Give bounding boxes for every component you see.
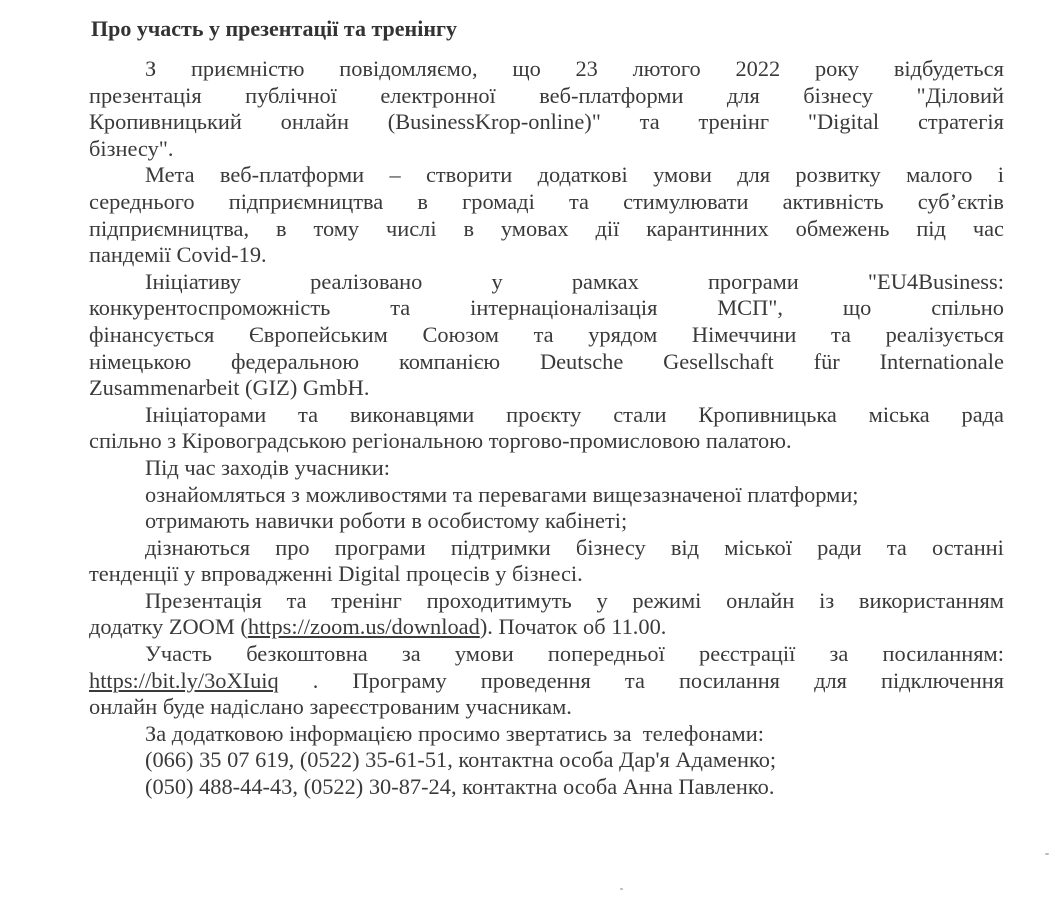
text-line-p10-l2 <box>89 668 1004 695</box>
word: та <box>624 667 645 693</box>
word: проведення <box>480 667 591 693</box>
word: відбудеться <box>893 56 1004 81</box>
word: Презентація <box>145 587 262 613</box>
word: Німеччини <box>691 321 797 347</box>
word: реалізовано <box>310 268 423 294</box>
word: Участь <box>145 641 212 667</box>
word: середнього <box>89 188 195 214</box>
word: МСП", <box>717 295 784 321</box>
text-run: (050) 488-44-43, (0522) 30-87-24, контактна особа Анна Павленко. <box>145 774 775 800</box>
word: Європейським <box>248 321 388 347</box>
text-line-p9-l1 <box>89 588 1004 615</box>
word: із <box>819 587 835 613</box>
text-run: ознайомляться з можливостями та перевагами вищезазначеної платформи; <box>145 481 859 507</box>
word: бізнесу <box>575 534 646 560</box>
word: посиланням: <box>882 641 1004 667</box>
scan-speck <box>620 888 623 890</box>
word: під <box>916 215 946 241</box>
word: безкоштовна <box>246 641 368 667</box>
word: в <box>417 188 428 214</box>
word: спільно <box>931 295 1004 321</box>
text-run: (066) 35 07 619, (0522) 35-61-51, контактна особа Дар'я Адаменко; <box>145 747 777 773</box>
word: für <box>813 348 840 374</box>
text-line-p6-l1 <box>89 482 1004 509</box>
word: Кропивницька <box>698 401 837 427</box>
word: підприємництва <box>228 188 384 214</box>
word: повідомляємо, <box>339 56 478 81</box>
word: виконавцями <box>349 401 475 427</box>
word: міської <box>724 534 792 560</box>
word: Програму <box>352 667 447 693</box>
word: Ініціативу <box>145 268 241 294</box>
word: німецькою <box>89 348 192 374</box>
word: Ініціаторами <box>145 401 267 427</box>
word: дізнаються <box>145 534 251 560</box>
text-line-p3-l1 <box>89 269 1004 296</box>
word: конкурентоспроможність <box>89 295 331 321</box>
word: рада <box>961 401 1004 427</box>
word: підтримки <box>450 534 551 560</box>
text-line-p10-l1 <box>89 641 1004 668</box>
text-run: ). Початок об 11.00. <box>479 614 667 640</box>
word: "Діловий <box>916 82 1004 108</box>
text-line-p7-l1 <box>89 508 1004 535</box>
word: Deutsche <box>539 348 624 374</box>
word: підприємництва, <box>89 215 250 241</box>
text-run: тенденції у впровадженні Digital процесів у бізнесі. <box>89 561 583 587</box>
word: та <box>298 401 319 427</box>
word: Союзом <box>422 321 499 347</box>
word: презентація <box>89 82 202 108</box>
word: міська <box>868 401 930 427</box>
text-line-p2-l2 <box>89 189 1004 216</box>
word: Internationale <box>879 348 1004 374</box>
word: від <box>670 534 700 560</box>
word: Мета <box>145 162 195 188</box>
word: суб’єктів <box>917 188 1004 214</box>
text-line-p8-l2 <box>89 561 1004 588</box>
word: малого <box>906 162 973 188</box>
word: 23 <box>575 56 598 81</box>
word: громаді <box>462 188 535 214</box>
word: електронної <box>380 82 496 108</box>
word: та <box>390 295 411 321</box>
word: реалізується <box>885 321 1004 347</box>
text-line-p1-l3 <box>89 109 1004 136</box>
word: числі <box>385 215 437 241</box>
word: та <box>568 188 589 214</box>
text-line-p11-l1 <box>89 721 1004 748</box>
hyperlink[interactable]: https://zoom.us/download <box>247 614 480 640</box>
word: використанням <box>858 587 1004 613</box>
document-page <box>89 14 1004 801</box>
word: та <box>886 534 907 560</box>
word: активність <box>782 188 884 214</box>
word: посилання <box>678 667 780 693</box>
word: проєкту <box>506 401 582 427</box>
word: стимулювати <box>623 188 749 214</box>
text-run: отримають навички роботи в особистому кабінеті; <box>145 508 628 534</box>
word: що <box>512 56 541 81</box>
word: та <box>286 587 307 613</box>
text-line-p1-l1 <box>89 56 1004 83</box>
text-line-p3-l4 <box>89 349 1004 376</box>
word: веб-платформи <box>539 82 684 108</box>
word: . <box>312 667 319 693</box>
word: публічної <box>245 82 337 108</box>
text-run: пандемії Covid-19. <box>89 242 267 268</box>
text-line-p3-l2 <box>89 295 1004 322</box>
text-line-p3-l5 <box>89 375 1004 402</box>
word: для <box>726 82 760 108</box>
word: обмежень <box>795 215 890 241</box>
text-run: Під час заходів учасники: <box>145 454 390 480</box>
word: онлайн <box>280 109 349 135</box>
document-body <box>89 56 1004 801</box>
scan-speck <box>1045 853 1049 855</box>
text-run: спільно з Кіровоградською регіональною торгово-промисловою палатою. <box>89 428 792 454</box>
text-line-p9-l2 <box>89 614 1004 641</box>
text-run: За додатковою інформацією просимо звертатись за телефонами: <box>145 720 764 746</box>
word: компанією <box>398 348 501 374</box>
word: року <box>814 56 860 81</box>
word: програми <box>707 268 799 294</box>
word: приємністю <box>190 56 305 81</box>
word: 2022 <box>735 56 781 81</box>
word: реєстрації <box>699 641 796 667</box>
word: програми <box>334 534 426 560</box>
text-line-p4-l1 <box>89 402 1004 429</box>
word: "EU4Business: <box>867 268 1004 294</box>
word: за <box>401 641 421 667</box>
text-line-p4-l2 <box>89 428 1004 455</box>
text-line-p1-l2 <box>89 83 1004 110</box>
word: для <box>737 162 771 188</box>
word: в <box>275 215 287 241</box>
word: час <box>972 215 1004 241</box>
word: урядом <box>588 321 658 347</box>
word: і <box>997 162 1004 188</box>
word: що <box>842 295 872 321</box>
text-line-p5-l1 <box>89 455 1004 482</box>
text-run: додатку ZOOM ( <box>89 614 248 640</box>
word: рамках <box>571 268 639 294</box>
word: умови <box>454 641 514 667</box>
word: лютого <box>632 56 701 81</box>
word: в <box>463 215 475 241</box>
text-line-p11-l3 <box>89 774 1004 801</box>
word: про <box>275 534 310 560</box>
word: З <box>145 56 157 81</box>
word: Кропивницький <box>89 109 242 135</box>
word: тренінг <box>331 587 402 613</box>
word: ради <box>817 534 862 560</box>
word: для <box>814 667 847 693</box>
word: дії <box>595 215 620 241</box>
word: та <box>830 321 851 347</box>
word: – <box>389 162 401 188</box>
text-line-p11-l2 <box>89 747 1004 774</box>
word: федеральною <box>231 348 360 374</box>
word: режимі <box>632 587 702 613</box>
word: додаткові <box>537 162 628 188</box>
document-title: Про участь у презентації та тренінгу <box>91 16 457 41</box>
word: умови <box>653 162 712 188</box>
word: стратегія <box>917 109 1004 135</box>
word: останні <box>932 534 1004 560</box>
word: за <box>829 641 849 667</box>
word: тому <box>313 215 360 241</box>
word: онлайн <box>726 587 795 613</box>
text-run: Zusammenarbeit (GIZ) GmbH. <box>89 375 370 401</box>
text-line-p10-l3 <box>89 694 1004 721</box>
word: попередньої <box>547 641 665 667</box>
word: проходитимуть <box>426 587 572 613</box>
word: карантинних <box>646 215 769 241</box>
word: стали <box>613 401 667 427</box>
text-line-p3-l3 <box>89 322 1004 349</box>
text-line-p1-l4 <box>89 136 1004 163</box>
word: "Digital <box>807 109 880 135</box>
word: інтернаціоналізація <box>470 295 658 321</box>
word: та <box>639 109 660 135</box>
word: веб-платформи <box>219 162 365 188</box>
text-line-p2-l4 <box>89 242 1004 269</box>
word: умовах <box>500 215 569 241</box>
word: (BusinessKrop-online)" <box>387 109 601 135</box>
text-line-p2-l3 <box>89 216 1004 243</box>
word: бізнесу <box>803 82 873 108</box>
word: та <box>533 321 554 347</box>
text-run: бізнесу". <box>89 135 174 161</box>
word: розвитку <box>795 162 881 188</box>
word: у <box>596 587 608 613</box>
text-line-p2-l1 <box>89 162 1004 189</box>
text-line-p8-l1 <box>89 535 1004 562</box>
word: Gesellschaft <box>663 348 774 374</box>
text-run: онлайн буде надіслано зареєстрованим учасникам. <box>89 694 572 720</box>
word: фінансується <box>89 321 215 347</box>
word: створити <box>425 162 513 188</box>
word: підключення <box>881 667 1004 693</box>
word: у <box>491 268 503 294</box>
word: тренінг <box>698 109 770 135</box>
hyperlink[interactable]: https://bit.ly/3oXIuiq <box>89 667 279 693</box>
